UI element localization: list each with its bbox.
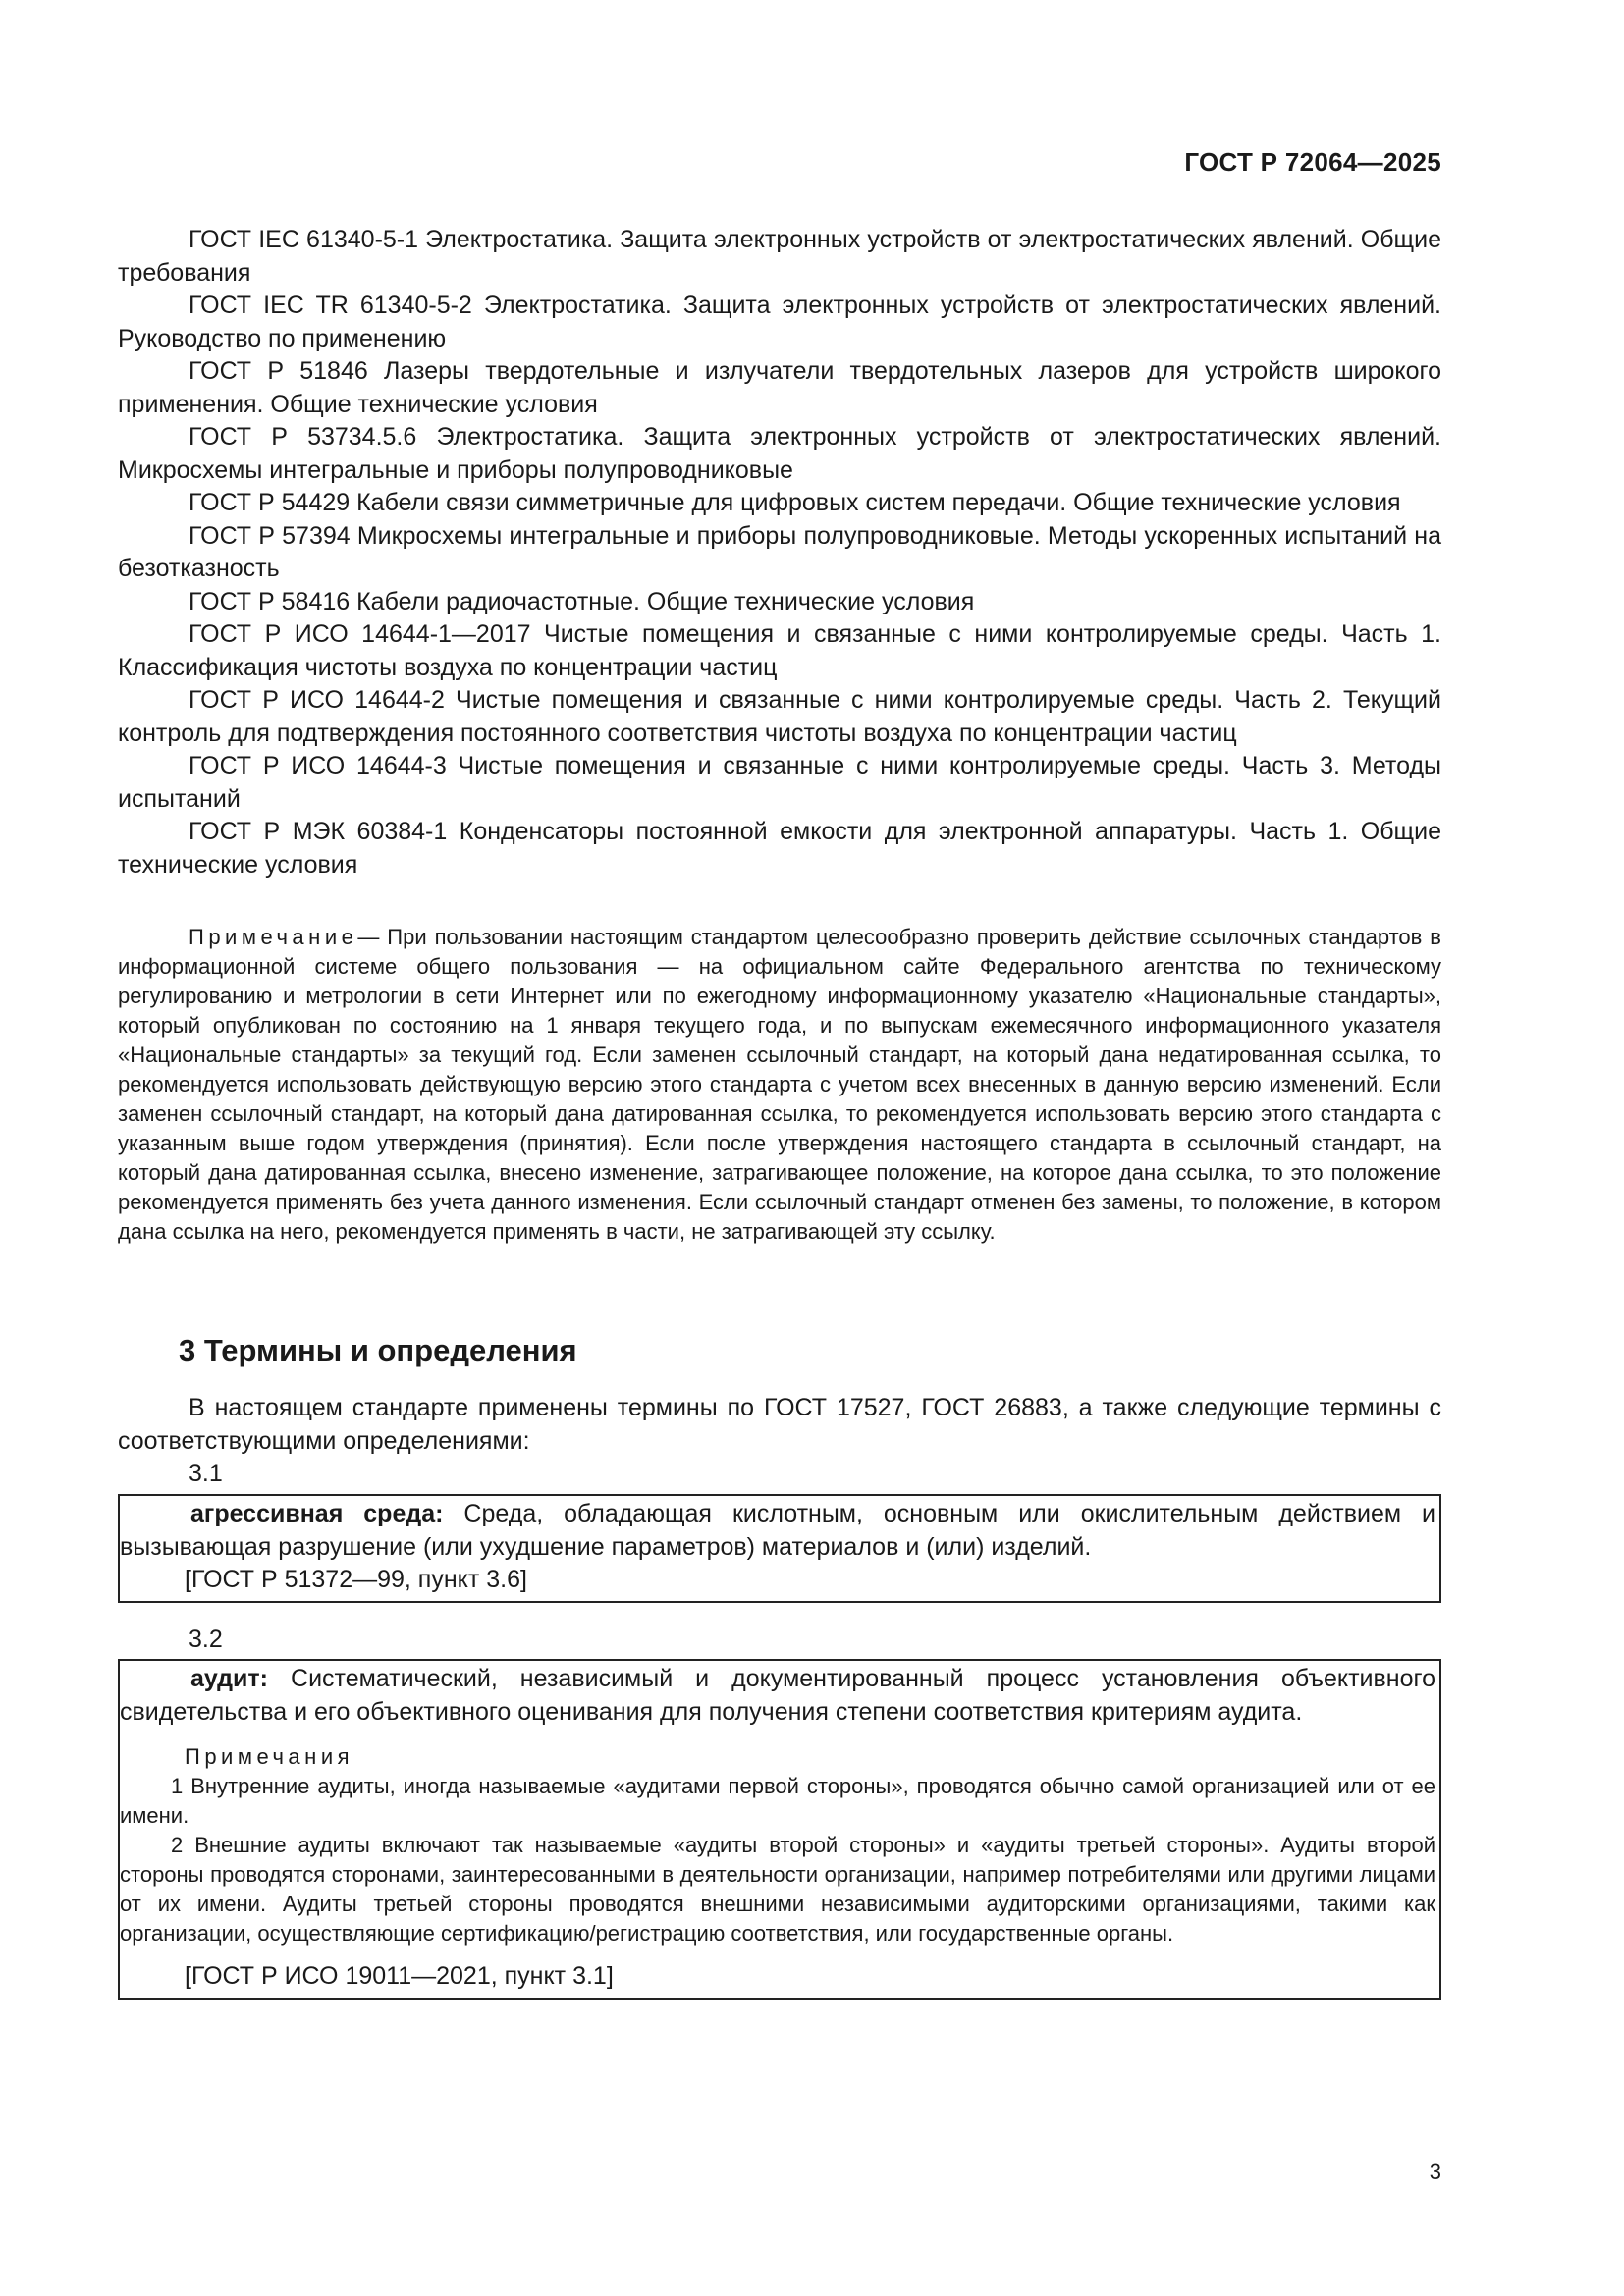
term-definition-text: Систематический, независимый и документированный процесс установления объективного свидетельства и его объективного оценивания для получения степени соответствия критериям аудита. xyxy=(120,1665,1435,1726)
term-note-item: 2 Внешние аудиты включают так называемые «аудиты второй стороны» и «аудиты третьей стороны». Аудиты второй стороны проводятся сторонами, заинтересованными в деятельности организации, например потребителями или другими лицами от их имени. Аудиты третьей стороны проводятся внешними независимыми аудиторскими организациями, такими как организации, осуществляющие сертификацию/регистрацию соответствия, или государственные органы. xyxy=(120,1833,1435,1946)
term-name: агрессивная среда: xyxy=(190,1500,444,1527)
reference-item: ГОСТ Р 53734.5.6 Электростатика. Защита электронных устройств от электростатических явлений. Микросхемы интегральные и приборы полупроводниковые xyxy=(118,423,1441,484)
reference-item: ГОСТ Р ИСО 14644-2 Чистые помещения и связанные с ними контролируемые среды. Часть 2. Текущий контроль для подтверждения постоянного соответствия чистоты воздуха по концентрации частиц xyxy=(118,686,1441,747)
references-note xyxy=(118,923,1441,1247)
note-dash: — xyxy=(357,925,380,949)
normative-references-list xyxy=(118,224,1441,881)
reference-item: ГОСТ IEC TR 61340-5-2 Электростатика. Защита электронных устройств от электростатических явлений. Руководство по применению xyxy=(118,292,1441,352)
notes-heading: Примечания xyxy=(185,1744,354,1769)
note-text: При пользовании настоящим стандартом целесообразно проверить действие ссылочных стандартов в информационной системе общего пользования — на официальном сайте Федерального агентства по техническому регулированию и метрологии в сети Интернет или по ежегодному информационному указателю «Национальные стандарты», который опубликован по состоянию на 1 января текущего года, и по выпускам ежемесячного информационного указателя «Национальные стандарты» за текущий год. Если заменен ссылочный стандарт, на который дана недатированная ссылка, то рекомендуется использовать действующую версию этого стандарта с учетом всех внесенных в данную версию изменений. Если заменен ссылочный стандарт, на который дана датированная ссылка, то рекомендуется использовать версию этого стандарта с указанным выше годом утверждения (принятия). Если после утверждения настоящего стандарта в ссылочный стандарт, на который дана датированная ссылка, внесено изменение, затрагивающее положение, на которое дана ссылка, то это положение рекомендуется применять без учета данного изменения. Если ссылочный стандарт отменен без замены, то положение, в котором дана ссылка на него, рекомендуется применять в части, не затрагивающей эту ссылку. xyxy=(118,925,1441,1244)
reference-item: ГОСТ Р 58416 Кабели радиочастотные. Общие технические условия xyxy=(189,587,975,615)
reference-item: ГОСТ Р 57394 Микросхемы интегральные и приборы полупроводниковые. Методы ускоренных испытаний на безотказность xyxy=(118,521,1441,582)
reference-item: ГОСТ IEC 61340-5-1 Электростатика. Защита электронных устройств от электростатических явлений. Общие требования xyxy=(118,226,1441,287)
term-number: 3.1 xyxy=(189,1460,223,1487)
term-definition-box xyxy=(118,1494,1441,1603)
term-name: аудит: xyxy=(190,1665,268,1692)
document-id-header: ГОСТ Р 72064—2025 xyxy=(1184,147,1441,177)
term-number: 3.2 xyxy=(189,1626,223,1653)
term-definition xyxy=(120,1663,1439,1729)
term-notes xyxy=(120,1742,1439,1949)
term-note-item: 1 Внутренние аудиты, иногда называемые «аудитами первой стороны», проводятся обычно самой организацией или от ее имени. xyxy=(120,1774,1435,1828)
note-label: Примечание xyxy=(189,925,358,949)
section-title: 3 Термины и определения xyxy=(179,1333,577,1367)
term-definition xyxy=(120,1498,1439,1564)
term-definition-box xyxy=(118,1659,1441,2000)
reference-item: ГОСТ Р МЭК 60384-1 Конденсаторы постоянной емкости для электронной аппаратуры. Часть 1. Общие технические условия xyxy=(118,818,1441,879)
reference-item: ГОСТ Р 54429 Кабели связи симметричные для цифровых систем передачи. Общие технические условия xyxy=(189,489,1401,516)
section-intro: В настоящем стандарте применены термины по ГОСТ 17527, ГОСТ 26883, а также следующие термины с соответствующими определениями: xyxy=(118,1394,1441,1455)
reference-item: ГОСТ Р ИСО 14644-3 Чистые помещения и связанные с ними контролируемые среды. Часть 3. Методы испытаний xyxy=(118,752,1441,813)
page-number: 3 xyxy=(1429,2160,1441,2184)
term-source: [ГОСТ Р 51372—99, пункт 3.6] xyxy=(185,1566,527,1593)
term-source: [ГОСТ Р ИСО 19011—2021, пункт 3.1] xyxy=(185,1962,614,1990)
reference-item: ГОСТ Р ИСО 14644-1—2017 Чистые помещения и связанные с ними контролируемые среды. Часть 1. Классификация чистоты воздуха по концентрации частиц xyxy=(118,620,1441,681)
term-definition-text: Среда, обладающая кислотным, основным или окислительным действием и вызывающая разрушение (или ухудшение параметров) материалов и (или) изделий. xyxy=(120,1500,1436,1561)
reference-item: ГОСТ Р 51846 Лазеры твердотельные и излучатели твердотельных лазеров для устройств широкого применения. Общие технические условия xyxy=(118,357,1441,418)
